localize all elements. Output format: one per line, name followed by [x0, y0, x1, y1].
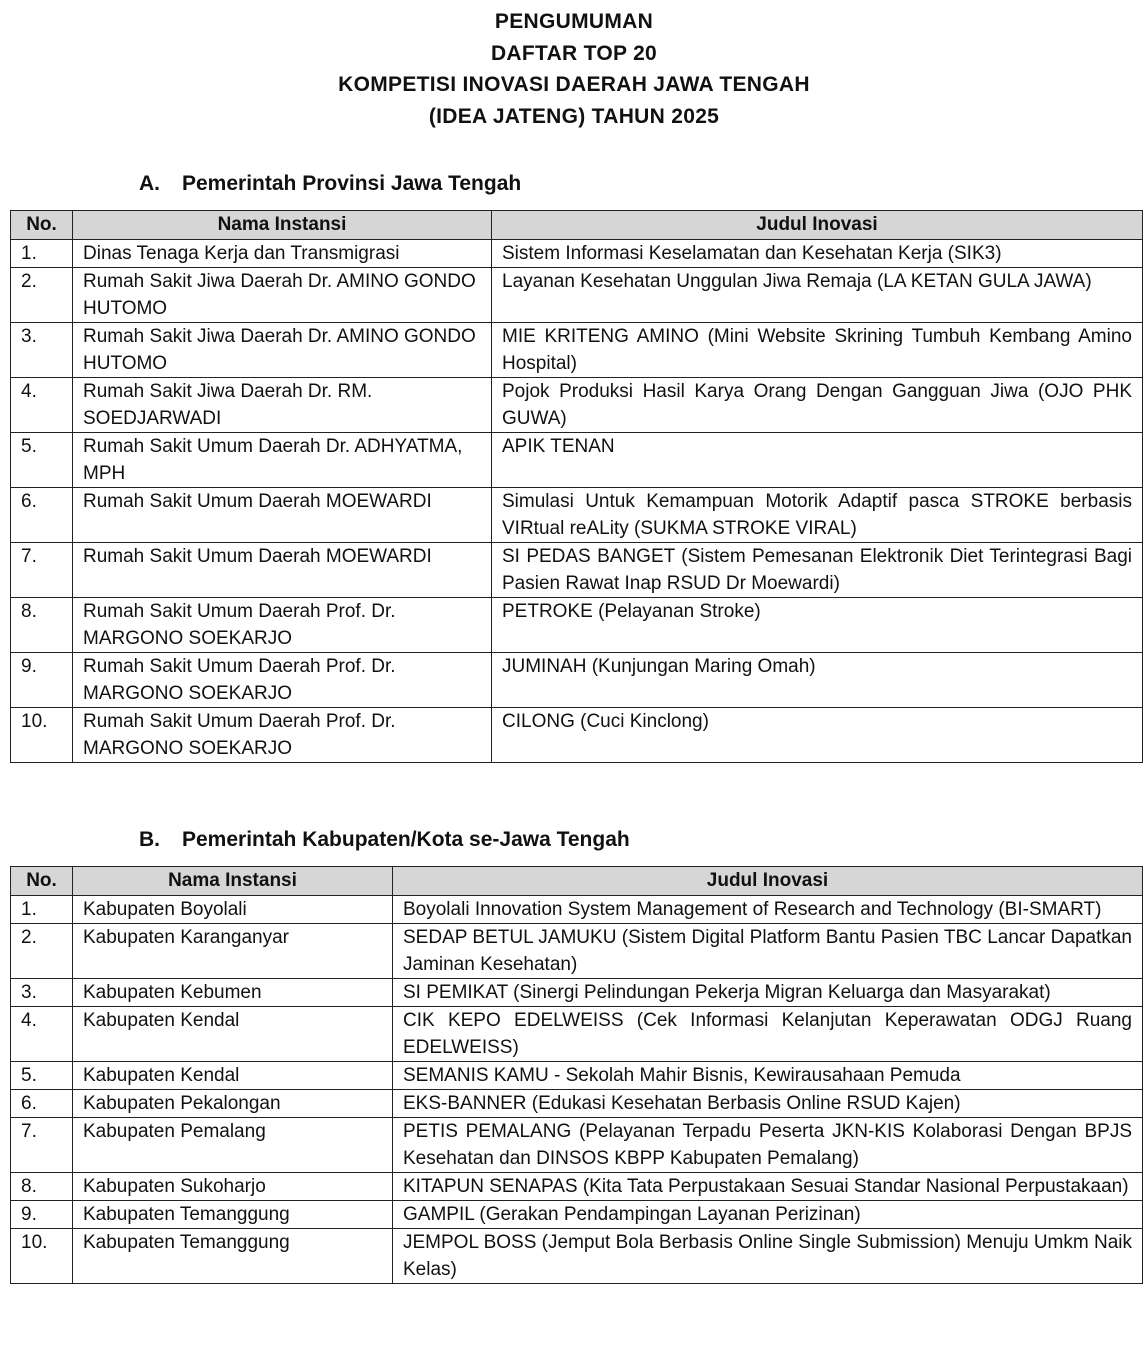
row-number-cell: 9.: [11, 653, 73, 708]
row-number-cell: 2.: [11, 268, 73, 323]
header-no: No.: [11, 867, 73, 896]
table-row: [11, 924, 1143, 979]
nama-instansi-cell: Rumah Sakit Umum Daerah MOEWARDI: [73, 488, 492, 543]
row-number-cell: 8.: [11, 1173, 73, 1201]
row-number-cell: 8.: [11, 598, 73, 653]
judul-inovasi-cell: KITAPUN SENAPAS (Kita Tata Perpustakaan Sesuai Standar Nasional Perpustakaan): [393, 1173, 1143, 1201]
table-row: [11, 433, 1143, 488]
nama-instansi-cell: Kabupaten Karanganyar: [73, 924, 393, 979]
table-header-row: [11, 867, 1143, 896]
table-row: [11, 1118, 1143, 1173]
title-line-1: PENGUMUMAN: [494, 10, 654, 33]
table-row: [11, 896, 1143, 924]
judul-inovasi-cell: Simulasi Untuk Kemampuan Motorik Adaptif pasca STROKE berbasis VIRtual reALity (SUKMA STROKE VIRAL): [492, 488, 1143, 543]
row-number-cell: 10.: [11, 1229, 73, 1284]
judul-inovasi-cell: SEMANIS KAMU - Sekolah Mahir Bisnis, Kewirausahaan Pemuda: [393, 1062, 1143, 1090]
section-a-letter: A.: [139, 172, 160, 195]
row-number-cell: 6.: [11, 488, 73, 543]
section-a-heading: [139, 171, 521, 197]
nama-instansi-cell: Rumah Sakit Umum Daerah MOEWARDI: [73, 543, 492, 598]
judul-inovasi-cell: CIK KEPO EDELWEISS (Cek Informasi Kelanjutan Keperawatan ODGJ Ruang EDELWEISS): [393, 1007, 1143, 1062]
judul-inovasi-cell: Boyolali Innovation System Management of Research and Technology (BI-SMART): [393, 896, 1143, 924]
nama-instansi-cell: Kabupaten Kendal: [73, 1062, 393, 1090]
nama-instansi-cell: Kabupaten Sukoharjo: [73, 1173, 393, 1201]
judul-inovasi-cell: PETIS PEMALANG (Pelayanan Terpadu Peserta JKN-KIS Kolaborasi Dengan BPJS Kesehatan dan DINSOS KBPP Kabupaten Pemalang): [393, 1118, 1143, 1173]
nama-instansi-cell: Kabupaten Temanggung: [73, 1229, 393, 1284]
nama-instansi-cell: Rumah Sakit Jiwa Daerah Dr. AMINO GONDO HUTOMO: [73, 268, 492, 323]
judul-inovasi-cell: GAMPIL (Gerakan Pendampingan Layanan Perizinan): [393, 1201, 1143, 1229]
row-number-cell: 4.: [11, 378, 73, 433]
nama-instansi-cell: Kabupaten Kendal: [73, 1007, 393, 1062]
section-b-table: [10, 866, 1143, 1284]
row-number-cell: 5.: [11, 1062, 73, 1090]
nama-instansi-cell: Kabupaten Pemalang: [73, 1118, 393, 1173]
table-row: [11, 488, 1143, 543]
title-line-2: DAFTAR TOP 20: [490, 41, 658, 65]
table-row: [11, 1201, 1143, 1229]
nama-instansi-cell: Kabupaten Kebumen: [73, 979, 393, 1007]
row-number-cell: 5.: [11, 433, 73, 488]
title-line-4: (IDEA JATENG) TAHUN 2025: [428, 104, 720, 128]
nama-instansi-cell: Kabupaten Pekalongan: [73, 1090, 393, 1118]
table-row: [11, 653, 1143, 708]
table-row: [11, 708, 1143, 763]
row-number-cell: 2.: [11, 924, 73, 979]
table-row: [11, 378, 1143, 433]
title-line-3: KOMPETISI INOVASI DAERAH JAWA TENGAH: [338, 73, 810, 96]
judul-inovasi-cell: MIE KRITENG AMINO (Mini Website Skrining Tumbuh Kembang Amino Hospital): [492, 323, 1143, 378]
nama-instansi-cell: Dinas Tenaga Kerja dan Transmigrasi: [73, 240, 492, 268]
row-number-cell: 1.: [11, 240, 73, 268]
section-a-table: [10, 210, 1143, 763]
row-number-cell: 3.: [11, 323, 73, 378]
section-b-title: Pemerintah Kabupaten/Kota se-Jawa Tengah: [182, 828, 630, 851]
judul-inovasi-cell: PETROKE (Pelayanan Stroke): [492, 598, 1143, 653]
judul-inovasi-cell: JUMINAH (Kunjungan Maring Omah): [492, 653, 1143, 708]
judul-inovasi-cell: Pojok Produksi Hasil Karya Orang Dengan Gangguan Jiwa (OJO PHK GUWA): [492, 378, 1143, 433]
nama-instansi-cell: Rumah Sakit Umum Daerah Prof. Dr. MARGONO SOEKARJO: [73, 708, 492, 763]
judul-inovasi-cell: APIK TENAN: [492, 433, 1143, 488]
row-number-cell: 3.: [11, 979, 73, 1007]
judul-inovasi-cell: CILONG (Cuci Kinclong): [492, 708, 1143, 763]
row-number-cell: 9.: [11, 1201, 73, 1229]
announcement-title: [0, 6, 1148, 132]
row-number-cell: 7.: [11, 1118, 73, 1173]
section-b-letter: B.: [139, 828, 160, 851]
nama-instansi-cell: Rumah Sakit Jiwa Daerah Dr. RM. SOEDJARWADI: [73, 378, 492, 433]
row-number-cell: 10.: [11, 708, 73, 763]
nama-instansi-cell: Rumah Sakit Umum Daerah Prof. Dr. MARGONO SOEKARJO: [73, 653, 492, 708]
judul-inovasi-cell: SEDAP BETUL JAMUKU (Sistem Digital Platform Bantu Pasien TBC Lancar Dapatkan Jaminan Kesehatan): [393, 924, 1143, 979]
table-row: [11, 1090, 1143, 1118]
judul-inovasi-cell: SI PEDAS BANGET (Sistem Pemesanan Elektronik Diet Terintegrasi Bagi Pasien Rawat Inap RSUD Dr Moewardi): [492, 543, 1143, 598]
row-number-cell: 6.: [11, 1090, 73, 1118]
table-row: [11, 1229, 1143, 1284]
table-row: [11, 323, 1143, 378]
nama-instansi-cell: Rumah Sakit Jiwa Daerah Dr. AMINO GONDO HUTOMO: [73, 323, 492, 378]
section-a-title: Pemerintah Provinsi Jawa Tengah: [182, 172, 522, 195]
table-row: [11, 598, 1143, 653]
table-row: [11, 1062, 1143, 1090]
judul-inovasi-cell: EKS-BANNER (Edukasi Kesehatan Berbasis Online RSUD Kajen): [393, 1090, 1143, 1118]
table-row: [11, 979, 1143, 1007]
nama-instansi-cell: Kabupaten Boyolali: [73, 896, 393, 924]
row-number-cell: 4.: [11, 1007, 73, 1062]
table-row: [11, 1007, 1143, 1062]
header-judul-inovasi: Judul Inovasi: [393, 867, 1143, 896]
table-header-row: [11, 211, 1143, 240]
table-row: [11, 1173, 1143, 1201]
judul-inovasi-cell: JEMPOL BOSS (Jemput Bola Berbasis Online Single Submission) Menuju Umkm Naik Kelas): [393, 1229, 1143, 1284]
row-number-cell: 7.: [11, 543, 73, 598]
header-no: No.: [11, 211, 73, 240]
judul-inovasi-cell: SI PEMIKAT (Sinergi Pelindungan Pekerja Migran Keluarga dan Masyarakat): [393, 979, 1143, 1007]
judul-inovasi-cell: Layanan Kesehatan Unggulan Jiwa Remaja (LA KETAN GULA JAWA): [492, 268, 1143, 323]
table-row: [11, 543, 1143, 598]
row-number-cell: 1.: [11, 896, 73, 924]
judul-inovasi-cell: Sistem Informasi Keselamatan dan Kesehatan Kerja (SIK3): [492, 240, 1143, 268]
nama-instansi-cell: Rumah Sakit Umum Daerah Dr. ADHYATMA, MPH: [73, 433, 492, 488]
section-b-heading: [139, 827, 630, 853]
header-nama-instansi: Nama Instansi: [73, 867, 393, 896]
header-judul-inovasi: Judul Inovasi: [492, 211, 1143, 240]
nama-instansi-cell: Kabupaten Temanggung: [73, 1201, 393, 1229]
header-nama-instansi: Nama Instansi: [73, 211, 492, 240]
nama-instansi-cell: Rumah Sakit Umum Daerah Prof. Dr. MARGONO SOEKARJO: [73, 598, 492, 653]
table-row: [11, 268, 1143, 323]
table-row: [11, 240, 1143, 268]
